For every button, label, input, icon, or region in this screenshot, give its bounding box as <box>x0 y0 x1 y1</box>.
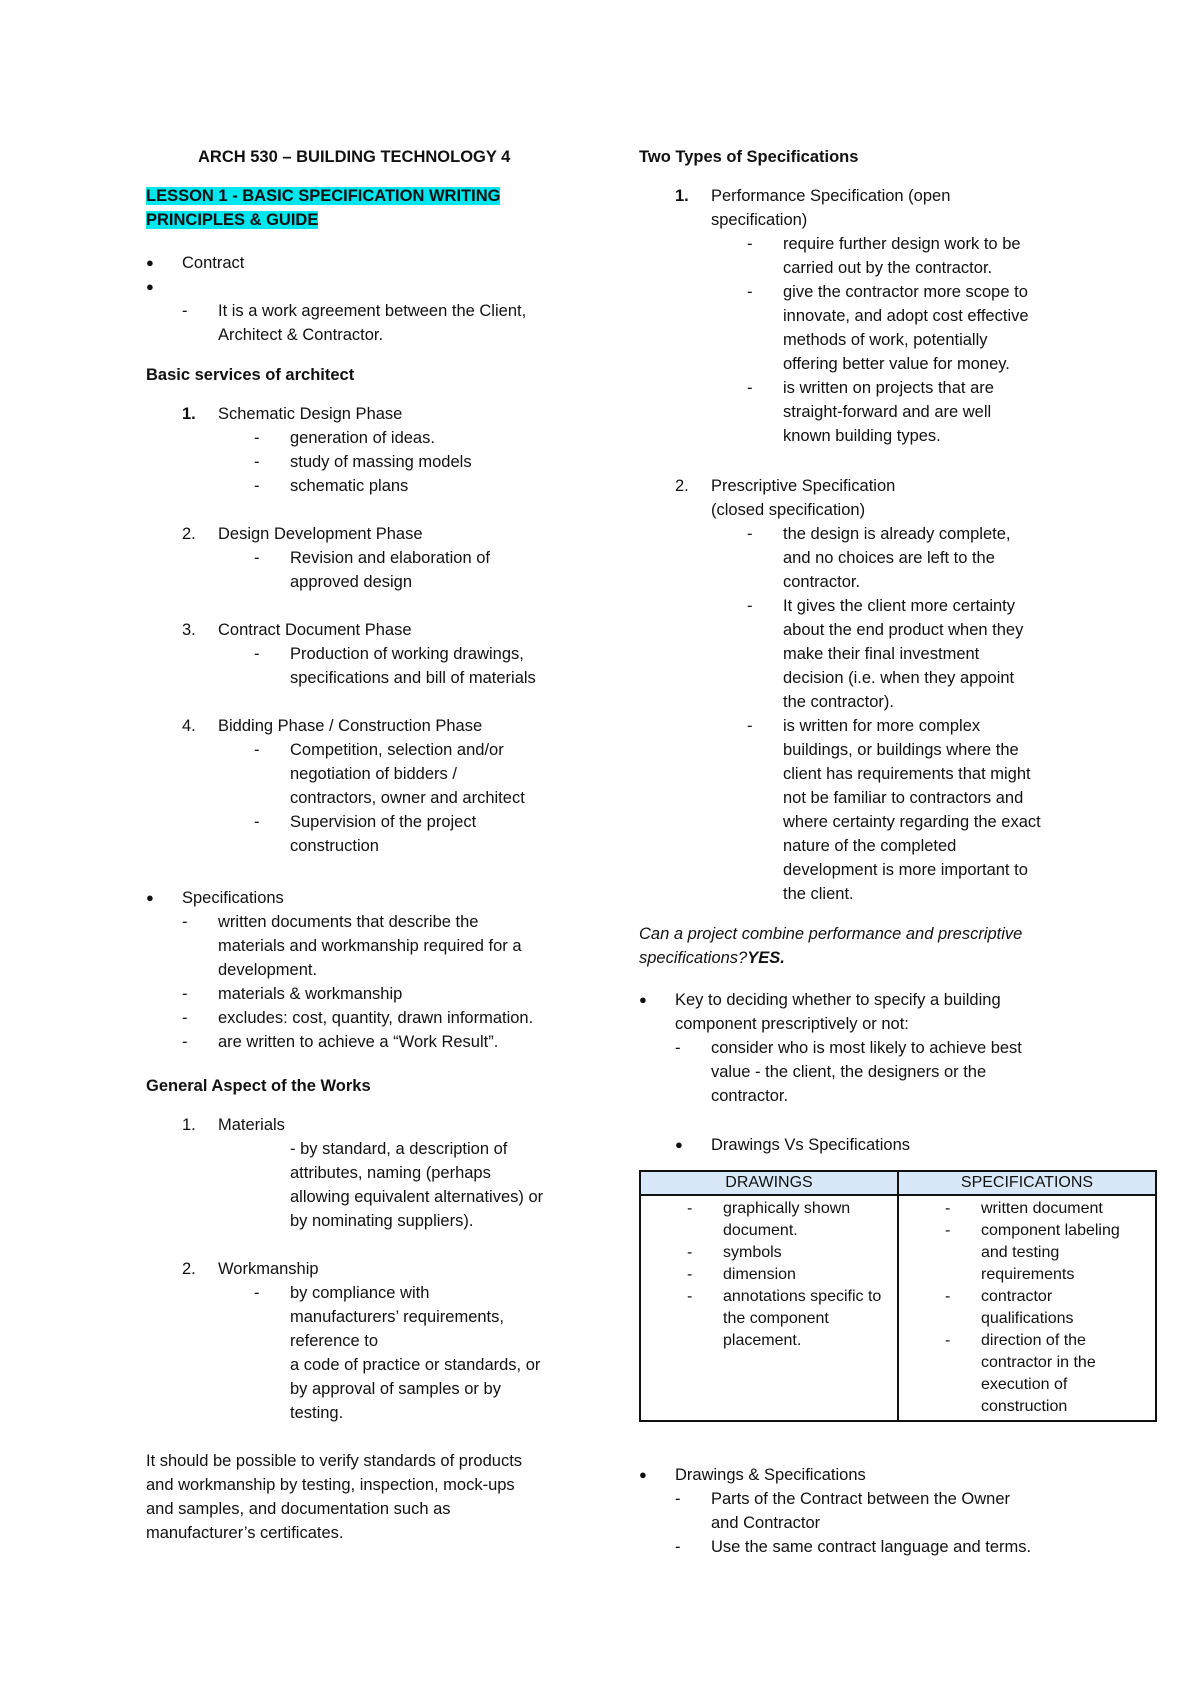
bullet-icon: ● <box>146 255 154 270</box>
list-item: - written document <box>945 1200 1103 1217</box>
specifications-item: ● Specifications <box>182 886 284 910</box>
table-row <box>640 1195 1156 1421</box>
prescriptive-spec: 2. Prescriptive Specification (closed specification) - the design is already complete, and no choices are left to the contractor. - It gives the client more certainty about the end product when they make their final investment decision (i.e. when they appoint the contractor). - is written for more complex buildings, or buildings where the client has requirements that might not be familiar to contractors and where certainty regarding the exact nature of the completed development is more important to the client. <box>675 477 1041 903</box>
list-item: - component labeling and testing requirements <box>945 1222 1120 1283</box>
key-item: ● Key to deciding whether to specify a building component prescriptively or not: - consider who is most likely to achieve best value - the client, the designers or the contractor. <box>675 988 1095 1108</box>
bullet-icon: ● <box>639 1467 647 1482</box>
table-header-drawings: DRAWINGS <box>640 1171 898 1195</box>
list-item: - contractor qualifications <box>945 1288 1074 1327</box>
contract-definition: - It is a work agreement between the Client, Architect & Contractor. <box>218 299 578 347</box>
course-title: ARCH 530 – BUILDING TECHNOLOGY 4 <box>198 148 511 166</box>
lesson-title-line1: LESSON 1 - BASIC SPECIFICATION WRITING <box>146 187 501 205</box>
drawings-cell <box>640 1195 898 1421</box>
specifications-lines: - written documents that describe the materials and workmanship required for a development. - materials & workmanship - excludes: cost, quantity, drawn information. - are written to achieve a “Work Result”. <box>182 913 534 1051</box>
specifications-cell <box>898 1195 1156 1421</box>
bullet-icon: ● <box>146 279 154 294</box>
lesson-title-line2: PRINCIPLES & GUIDE <box>146 211 319 229</box>
general-heading: General Aspect of the Works <box>146 1077 371 1095</box>
contract-label: Contract <box>182 254 245 272</box>
contract-item <box>146 251 245 275</box>
phase-4: 4. Bidding Phase / Construction Phase - Competition, selection and/or negotiation of bidders / contractors, owner and architect - Supervision of the project construction <box>182 717 525 855</box>
list-item: - dimension <box>687 1266 796 1283</box>
answer: YES. <box>747 949 785 967</box>
workmanship: 2. Workmanship - by compliance with manufacturers’ requirements, reference to a code of practice or standards, or by approval of samples or by testing. <box>182 1260 541 1422</box>
comparison-table <box>639 1170 1157 1422</box>
combine-question: Can a project combine performance and prescriptive specifications?YES. <box>639 925 1023 967</box>
drawings-and-specs-item: ● Drawings & Specifications - Parts of the Contract between the Owner and Contractor - Use the same contract language and terms. <box>675 1463 1095 1559</box>
dash-icon: - <box>182 302 188 320</box>
list-item: - symbols <box>687 1244 782 1261</box>
types-heading: Two Types of Specifications <box>639 148 859 166</box>
services-heading: Basic services of architect <box>146 366 355 384</box>
bullet-icon: ● <box>675 1137 683 1152</box>
drawings-vs-item: ● Drawings Vs Specifications <box>711 1133 910 1157</box>
lesson-title <box>146 184 500 232</box>
phase-1: 1. Schematic Design Phase - generation of ideas. - study of massing models - schematic plans <box>182 405 472 495</box>
performance-spec: 1. Performance Specification (open specification) - require further design work to be carried out by the contractor. - give the contractor more scope to innovate, and adopt cost effective methods of work, potentially offering better value for money. - is written on projects that are straight-forward and are well known building types. <box>675 187 1029 445</box>
closing-paragraph: It should be possible to verify standards of products and workmanship by testing, inspection, mock-ups and samples, and documentation such as manufacturer’s certificates. <box>146 1452 523 1542</box>
list-item: - annotations specific to the component placement. <box>687 1288 882 1349</box>
table-header-specifications: SPECIFICATIONS <box>898 1171 1156 1195</box>
materials: 1. Materials - by standard, a description of attributes, naming (perhaps allowing equivalent alternatives) or by nominating suppliers). <box>182 1116 544 1230</box>
list-item: - graphically shown document. <box>687 1200 851 1239</box>
bullet-icon: ● <box>639 992 647 1007</box>
phase-2: 2. Design Development Phase - Revision and elaboration of approved design <box>182 525 490 591</box>
bullet-icon: ● <box>146 890 154 905</box>
list-item: - direction of the contractor in the execution of construction <box>945 1332 1096 1415</box>
phase-3: 3. Contract Document Phase - Production of working drawings, specifications and bill of materials <box>182 621 536 687</box>
